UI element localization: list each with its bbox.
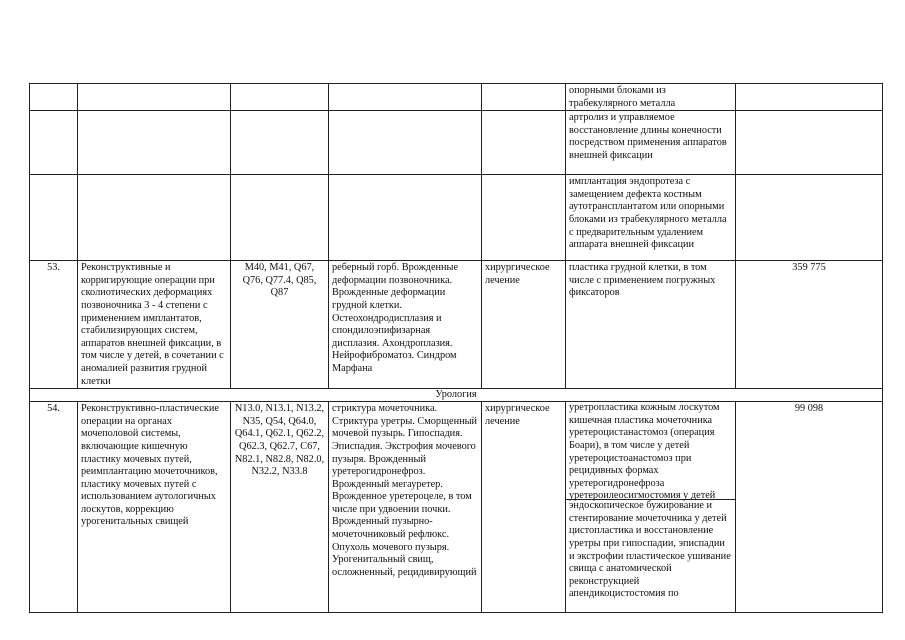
cost-cell: [736, 111, 883, 175]
name-cell: [78, 175, 231, 261]
name-cell: [78, 84, 231, 111]
method-cell: артролиз и управляемое восстановление длины конечности посредством применения аппаратов внешней фиксации: [566, 111, 736, 175]
model-cell: реберный горб. Врожденные деформации позвоночника. Врожденные деформации грудной клетки. Остеохондродисплазия и спондилоэпифизарная дисплазия. Ахондроплазия. Нейрофиброматоз. Синдром Марфана: [329, 261, 482, 389]
cost-cell: [736, 84, 883, 111]
method-block: уретропластика кожным лоскутом кишечная пластика мочеточника уретероцистанастомоз (операция Боари), в том числе у детей уретероцистоанастомоз при рецидивных формах уретерогидронефроза уретероилеосигмостомия у детей: [569, 402, 720, 502]
treatment-cell: хирургическое лечение: [482, 261, 566, 389]
section-heading: Урология: [30, 389, 883, 402]
method-cell: [566, 402, 736, 613]
number-cell: 53.: [30, 261, 78, 389]
codes-cell: M40, M41, Q67, Q76, Q77.4, Q85, Q87: [231, 261, 329, 389]
method-block: эндоскопическое бужирование и стентирование мочеточника у детей цистопластика и восстановление уретры при гипоспадии, эписпадии и экстрофии пластическое ушивание свища с анатомической реконструкцией апендикоцистостомия по: [566, 499, 735, 601]
table-row: [30, 84, 883, 111]
codes-cell: [231, 175, 329, 261]
name-cell: Реконструктивные и корригирующие операции при сколиотических деформациях позвоночника 3 - 4 степени с применением имплантатов, стабилизирующих систем, аппаратов внешней фиксации, в том числе у детей, в сочетании с аномалией развития грудной клетки: [78, 261, 231, 389]
treatment-cell: [482, 111, 566, 175]
number-cell: [30, 84, 78, 111]
table-row: [30, 261, 883, 389]
model-cell: [329, 111, 482, 175]
model-cell: [329, 84, 482, 111]
table-row: [30, 402, 883, 613]
codes-cell: [231, 111, 329, 175]
table-row: [30, 111, 883, 175]
number-cell: [30, 175, 78, 261]
method-cell: имплантация эндопротеза с замещением дефекта костным аутотрансплантатом или опорными блоками из трабекулярного металла с предварительным удалением аппарата внешней фиксации: [566, 175, 736, 261]
table-row: [30, 175, 883, 261]
treatment-cell: [482, 175, 566, 261]
treatment-cell: [482, 84, 566, 111]
name-cell: [78, 111, 231, 175]
number-cell: 54.: [30, 402, 78, 613]
name-cell: Реконструктивно-пластические операции на органах мочеполовой системы, включающие кишечную пластику мочевых путей, реимплантацию мочеточников, пластику мочевых путей с использованием аутологичных лоскутов, коррекцию урогенитальных свищей: [78, 402, 231, 613]
treatment-cell: хирургическое лечение: [482, 402, 566, 613]
cost-cell: 359 775: [736, 261, 883, 389]
model-cell: [329, 175, 482, 261]
method-cell: пластика грудной клетки, в том числе с применением погружных фиксаторов: [566, 261, 736, 389]
number-cell: [30, 111, 78, 175]
model-cell: стриктура мочеточника. Стриктура уретры. Сморщенный мочевой пузырь. Гипоспадия. Эписпадия. Экстрофия мочевого пузыря. Врожденный уретерогидронефроз. Врожденный мегауретер. Врожденное уретероцеле, в том числе при удвоении почки. Врожденный пузырно-мочеточниковый рефлюкс. Опухоль мочевого пузыря. Урогенитальный свищ, осложненный, рецидивирующий: [329, 402, 482, 613]
codes-cell: [231, 84, 329, 111]
section-row: [30, 389, 883, 402]
method-cell: опорными блоками из трабекулярного металла: [566, 84, 736, 111]
medical-procedures-table: [29, 83, 883, 613]
codes-cell: N13.0, N13.1, N13.2, N35, Q54, Q64.0, Q64.1, Q62.1, Q62.2, Q62.3, Q62.7, C67, N82.1, N82.8, N82.0, N32.2, N33.8: [231, 402, 329, 613]
cost-cell: [736, 175, 883, 261]
cost-cell: 99 098: [736, 402, 883, 613]
